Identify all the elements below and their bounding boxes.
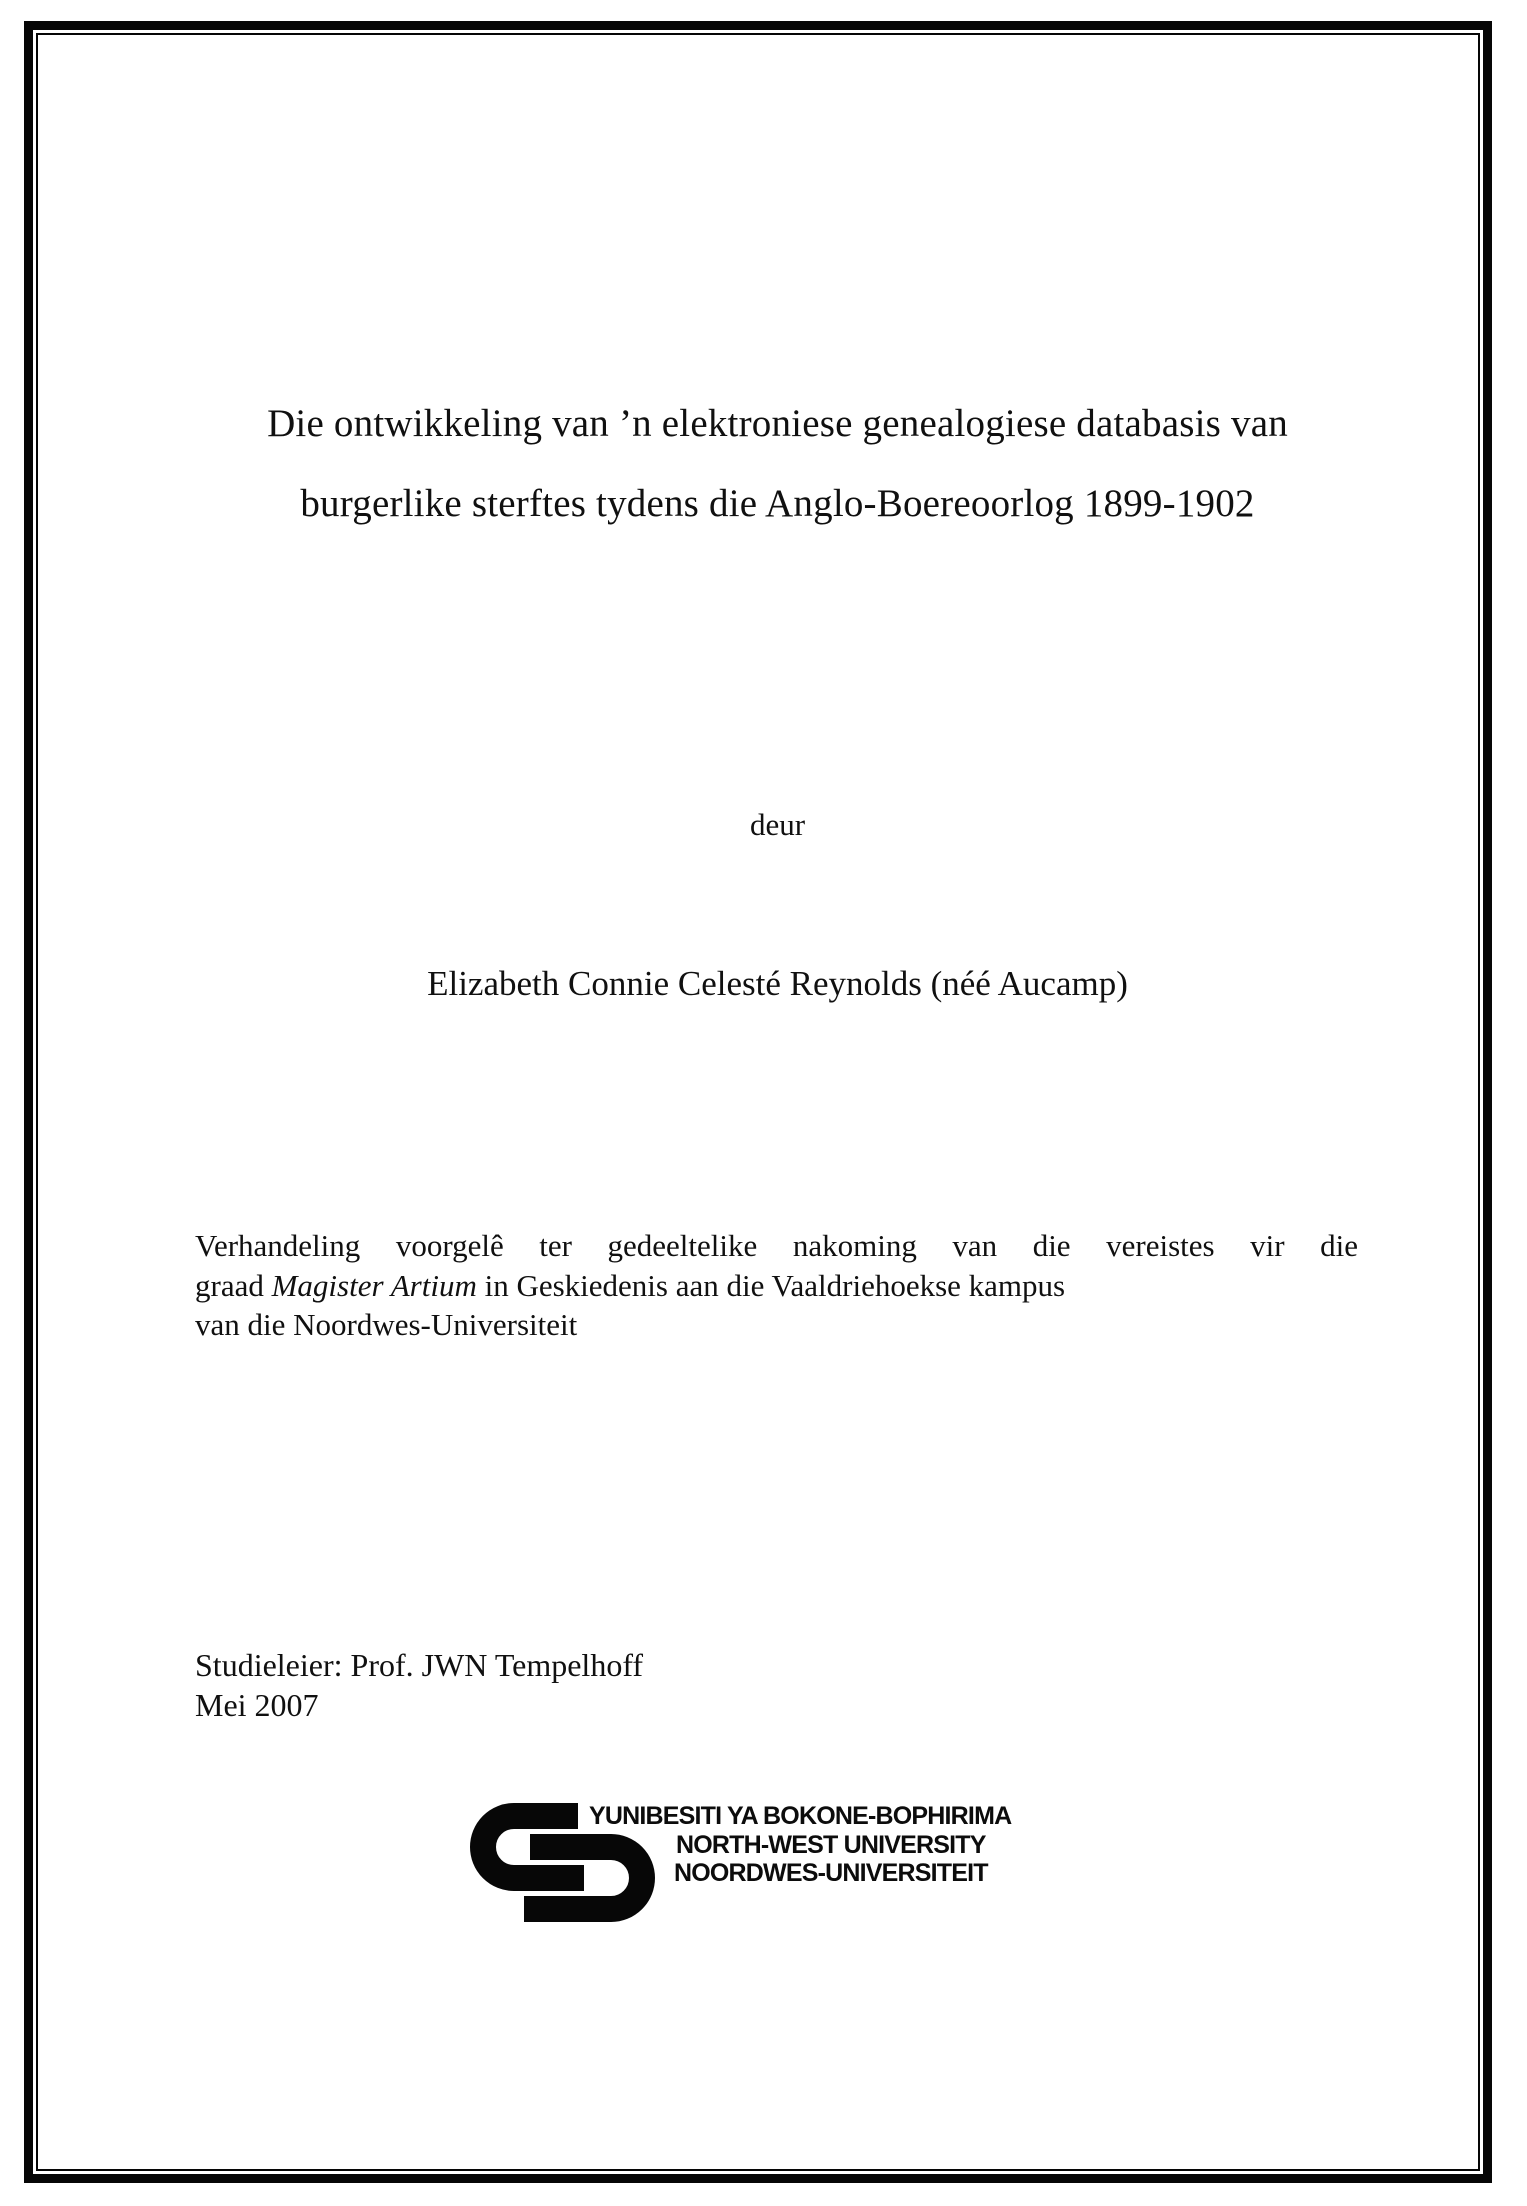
- thesis-title: [195, 384, 1360, 544]
- degree-statement-line-1: Verhandeling voorgelê ter gedeeltelike nakoming van die vereistes vir die: [195, 1228, 1358, 1263]
- author-name: Elizabeth Connie Celesté Reynolds (néé Aucamp): [427, 964, 1128, 1003]
- byline-deur: deur: [749, 807, 806, 842]
- degree-statement-line-2-prefix: graad: [195, 1267, 272, 1303]
- thesis-title-line-1: Die ontwikkeling van ’n elektroniese genealogiese databasis van: [267, 402, 1288, 445]
- degree-statement: [195, 1226, 1358, 1345]
- thesis-title-line-2: burgerlike sterftes tydens die Anglo-Boereoorlog 1899-1902: [300, 482, 1255, 525]
- date-line: Mei 2007: [195, 1687, 319, 1723]
- supervisor-line: Studieleier: Prof. JWN Tempelhoff: [195, 1647, 644, 1683]
- degree-statement-line-2: [195, 1266, 1358, 1306]
- logo-text-setswana: YUNIBESITI YA BOKONE-BOPHIRIMA: [589, 1802, 1012, 1830]
- logo-text-english: NORTH-WEST UNIVERSITY: [676, 1831, 986, 1859]
- degree-statement-line-2-suffix: in Geskiedenis aan die Vaaldriehoekse kampus: [476, 1267, 1066, 1303]
- nwu-logo: [465, 1800, 1105, 1945]
- logo-text-afrikaans: NOORDWES-UNIVERSITEIT: [674, 1859, 988, 1887]
- supervisor-and-date: [195, 1645, 1360, 1725]
- degree-name-italic: Magister Artium: [271, 1267, 477, 1303]
- degree-statement-line-3: van die Noordwes-Universiteit: [195, 1307, 578, 1342]
